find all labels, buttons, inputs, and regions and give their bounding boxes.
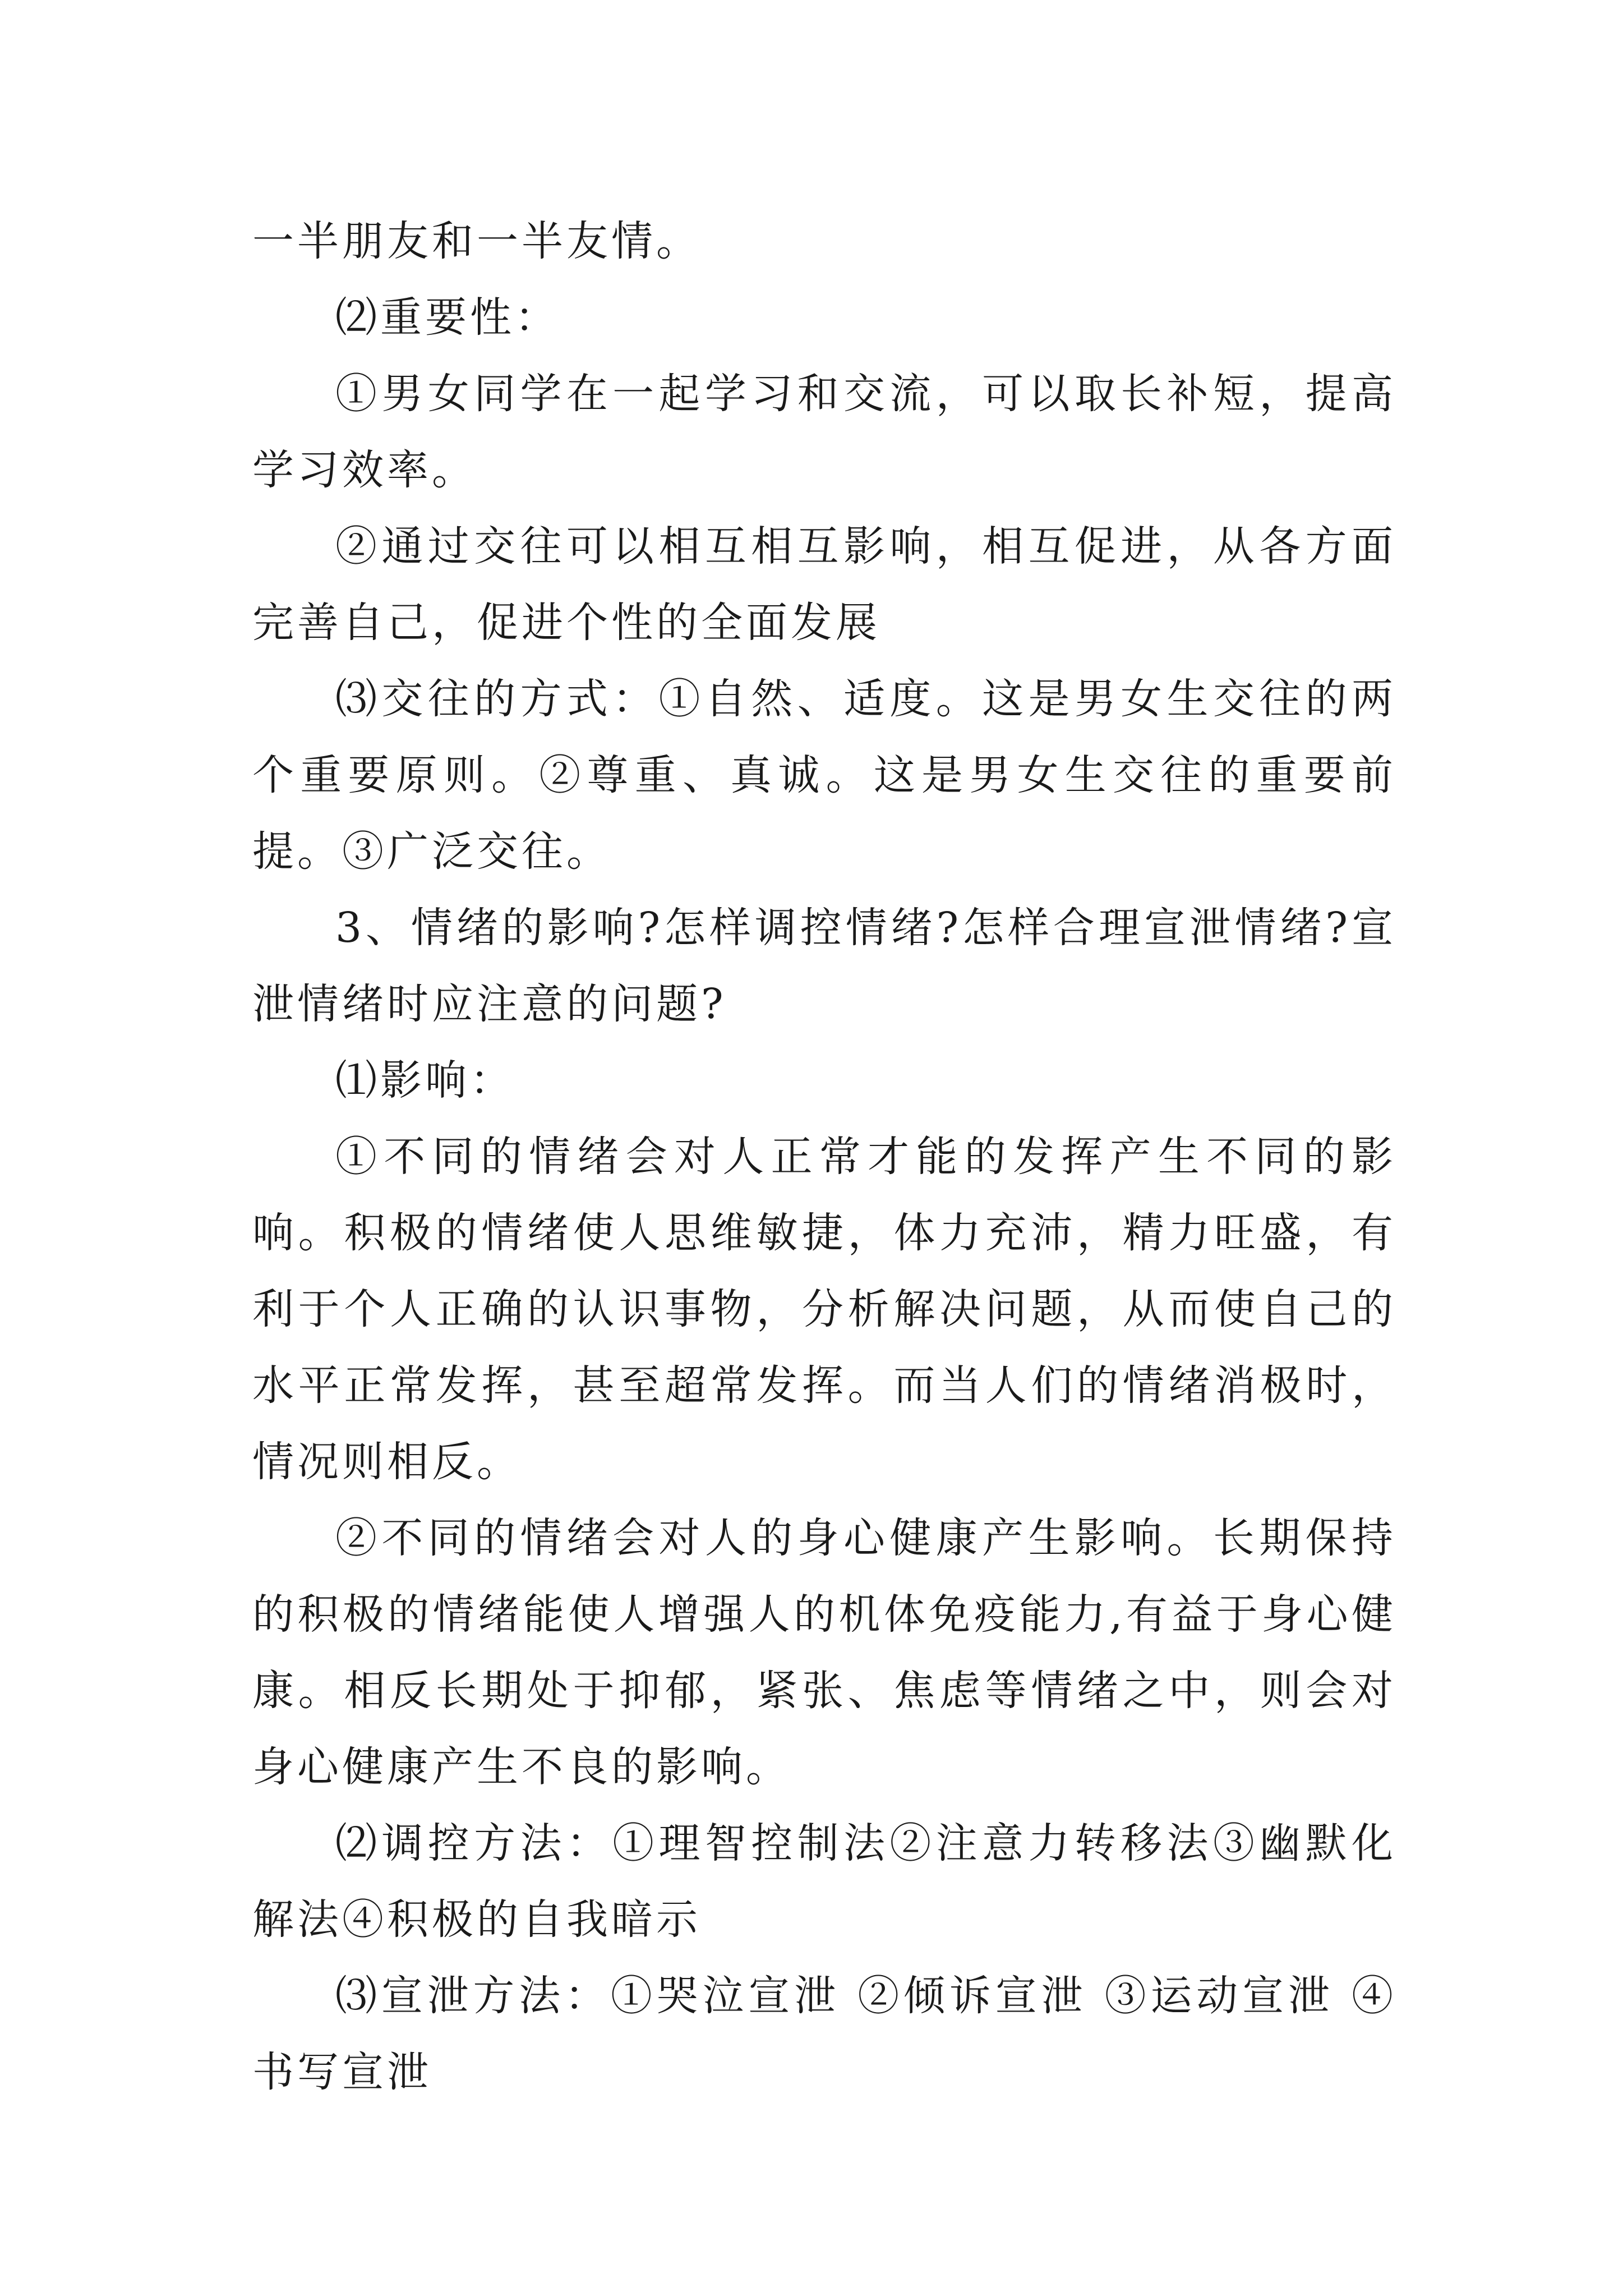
paragraph-importance-point-2: ②通过交往可以相互相互影响，相互促进，从各方面完善自己，促进个性的全面发展 <box>252 522 1396 647</box>
document-body <box>252 203 1396 2110</box>
paragraph-interaction-methods: ⑶交往的方式：①自然、适度。这是男女生交往的两个重要原则。②尊重、真诚。这是男女生交往的重要前提。③广泛交往。 <box>252 675 1396 876</box>
paragraph-influence-point-1: ①不同的情绪会对人正常才能的发挥产生不同的影响。积极的情绪使人思维敏捷，体力充沛，精力旺盛，有利于个人正确的认识事物，分析解决问题，从而使自己的水平正常发挥，甚至超常发挥。而当人们的情绪消极时，情况则相反。 <box>252 1133 1396 1486</box>
paragraph-importance-point-1: ①男女同学在一起学习和交流，可以取长补短，提高学习效率。 <box>252 370 1396 494</box>
paragraph-continuation: 一半朋友和一半友情。 <box>252 217 701 265</box>
paragraph-importance-heading: ⑵重要性： <box>335 293 560 342</box>
paragraph-venting-methods: ⑶宣泄方法：①哭泣宣泄 ②倾诉宣泄 ③运动宣泄 ④书写宣泄 <box>252 1972 1396 2096</box>
paragraph-influence-heading: ⑴影响： <box>335 1056 515 1105</box>
paragraph-influence-point-2: ②不同的情绪会对人的身心健康产生影响。长期保持的积极的情绪能使人增强人的机体免疫能力,有益于身心健康。相反长期处于抑郁，紧张、焦虑等情绪之中，则会对身心健康产生不良的影响。 <box>252 1514 1396 1791</box>
paragraph-regulation-methods: ⑵调控方法：①理智控制法②注意力转移法③幽默化解法④积极的自我暗示 <box>252 1819 1396 1944</box>
paragraph-section-3-question: 3、情绪的影响?怎样调控情绪?怎样合理宣泄情绪?宣泄情绪时应注意的问题? <box>252 904 1396 1028</box>
